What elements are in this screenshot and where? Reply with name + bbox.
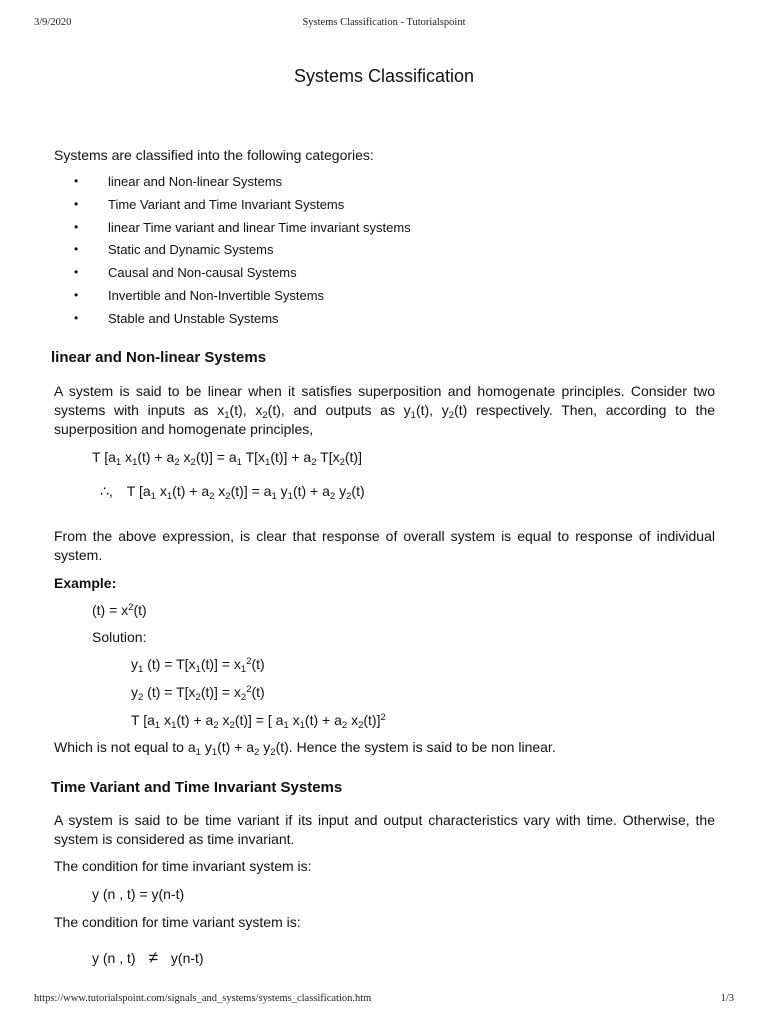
solution-line-1: $y_1$ $(t) = T[x_1(t)] = x_1^2(t)$ [131,656,265,675]
section-heading-time-variant: Time Variant and Time Invariant Systems [51,779,343,796]
not-equal-symbol: ≠ [148,948,158,967]
print-title: Systems Classification - Tutorialspoint [302,17,466,28]
invariant-condition-text: The condition for time invariant system is: [54,858,312,874]
list-item: • linear and Non-linear Systems [54,172,411,195]
print-date: 3/9/2020 [34,17,72,28]
nonlinear-conclusion: Which is not equal to $a_1$ $y_1(t) + a_2$ $y_2(t)$. Hence the system is said to be non linear. [54,739,556,758]
overall-response-text: From the above expression, is clear that response of overall system is equal to response of individual system. [54,528,715,563]
solution-line-2: $y_2$ $(t) = T[x_2(t)] = x_2^2(t)$ [131,684,265,703]
therefore-equation: ∴, T [$a_1$ $x_1(t) + a_2$ $x_2(t)] = a_1$ $y_1(t) + a_2$ $y_2(t)$ [100,483,365,502]
print-url: https://www.tutorialspoint.com/signals_and_systems/systems_classification.htm [34,993,372,1004]
invariant-equation: y (n , t) = y(n-t) [92,886,185,902]
page-title: Systems Classification [293,66,475,86]
linear-definition: A system is said to be linear when it satisfies superposition and homogenate principles. Consider two systems with inputs as $x_1(t)$, $x_2(t)$, and outputs as $y_1(t)$, $y_2(t)$ respectively. Then, according to the superposition and homogenate principles, [54,383,716,437]
page-number: 1/3 [720,993,734,1004]
solution-line-3: T [$a_1$ $x_1(t) + a_2$ $x_2(t)$] = [ $a_1$ $x_1(t) + a_2$ $x_2(t)]^2$ [131,712,386,731]
category-list [54,172,411,332]
time-variant-definition: A system is said to be time variant if its input and output characteristics vary with time. Otherwise, the system is considered as time invariant. [54,812,715,847]
list-item: • Static and Dynamic Systems [54,240,411,263]
therefore-symbol: ∴, [100,483,113,499]
example-label: Example: [54,575,117,591]
list-item: • Invertible and Non-Invertible Systems [54,286,411,309]
section-heading-linear: linear and Non-linear Systems [51,349,267,366]
solution-label: Solution: [92,629,147,645]
variant-condition-text: The condition for time variant system is: [54,914,301,930]
example-equation: $(t) = x^2(t)$ [92,602,147,618]
list-item: • Time Variant and Time Invariant Systems [54,195,411,218]
list-item: • linear Time variant and linear Time invariant systems [54,218,411,241]
list-item: • Causal and Non-causal Systems [54,263,411,286]
list-item: • Stable and Unstable Systems [54,309,411,332]
superposition-equation: T [$a_1$ $x_1(t) + a_2$ $x_2(t)] = a_1$ $T[x_1(t)] + a_2$ $T[x_2(t)]$ [92,449,362,468]
intro-text: Systems are classified into the following categories: [54,147,374,163]
variant-equation: y (n , t) ≠ y(n-t) [92,948,204,967]
